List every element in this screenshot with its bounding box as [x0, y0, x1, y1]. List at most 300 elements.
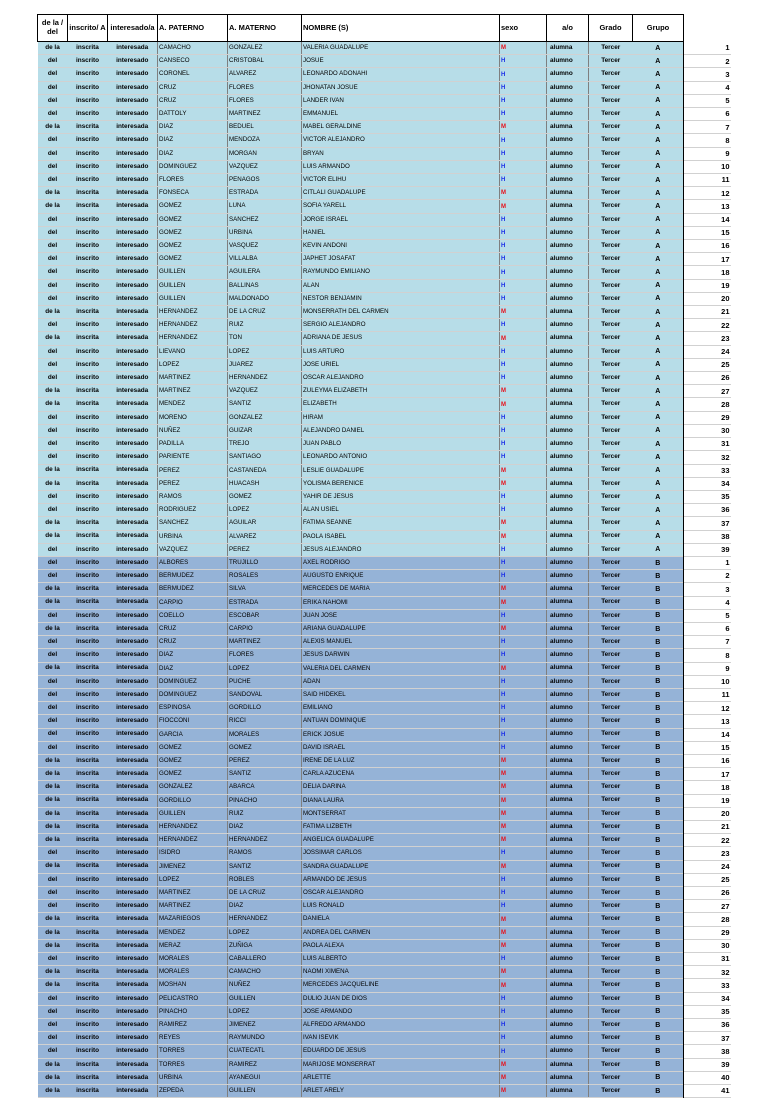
apellido-paterno-cell[interactable]: CRUZ — [158, 81, 228, 94]
row-number-cell[interactable]: 13 — [684, 715, 731, 728]
alumno-cell[interactable]: alumno — [547, 1045, 589, 1058]
interesado-cell[interactable]: interesada — [108, 530, 158, 543]
sexo-cell[interactable]: H — [500, 68, 547, 81]
alumno-cell[interactable]: alumno — [547, 1005, 589, 1018]
apellido-paterno-cell[interactable]: CARPIO — [158, 596, 228, 609]
row-number-cell[interactable]: 28 — [684, 398, 731, 411]
grado-cell[interactable]: Tercer — [589, 596, 633, 609]
alumno-cell[interactable]: alumno — [547, 240, 589, 253]
sexo-cell[interactable]: H — [500, 1005, 547, 1018]
row-number-cell[interactable]: 10 — [684, 675, 731, 688]
nombre-cell[interactable]: ERICK JOSUE — [302, 728, 500, 741]
apellido-paterno-cell[interactable]: SANCHEZ — [158, 517, 228, 530]
grado-cell[interactable]: Tercer — [589, 372, 633, 385]
row-number-cell[interactable]: 12 — [684, 187, 731, 200]
row-number-cell[interactable]: 2 — [684, 55, 731, 68]
interesado-cell[interactable]: interesado — [108, 292, 158, 305]
interesado-cell[interactable]: interesada — [108, 794, 158, 807]
sexo-cell[interactable]: H — [500, 636, 547, 649]
nombre-cell[interactable]: LEONARDO ADONAHI — [302, 68, 500, 81]
apellido-materno-cell[interactable]: LOPEZ — [228, 504, 302, 517]
grupo-cell[interactable]: A — [633, 200, 684, 213]
interesado-cell[interactable]: interesada — [108, 913, 158, 926]
article-cell[interactable]: del — [38, 953, 68, 966]
nombre-cell[interactable]: LUIS ALBERTO — [302, 953, 500, 966]
row-number-cell[interactable]: 29 — [684, 926, 731, 939]
alumno-cell[interactable]: alumna — [547, 583, 589, 596]
inscrito-cell[interactable]: inscrita — [68, 306, 108, 319]
sexo-cell[interactable]: H — [500, 279, 547, 292]
sexo-cell[interactable]: H — [500, 292, 547, 305]
grado-cell[interactable]: Tercer — [589, 926, 633, 939]
interesado-cell[interactable]: interesado — [108, 174, 158, 187]
grupo-cell[interactable]: B — [633, 741, 684, 754]
alumno-cell[interactable]: alumno — [547, 292, 589, 305]
apellido-paterno-cell[interactable]: MARTINEZ — [158, 372, 228, 385]
nombre-cell[interactable]: SAID HIDEKEL — [302, 688, 500, 701]
sexo-cell[interactable]: M — [500, 807, 547, 820]
apellido-materno-cell[interactable]: LOPEZ — [228, 926, 302, 939]
article-cell[interactable]: del — [38, 253, 68, 266]
apellido-paterno-cell[interactable]: CRUZ — [158, 622, 228, 635]
apellido-materno-cell[interactable]: RUIZ — [228, 319, 302, 332]
nombre-cell[interactable]: PAOLA ISABEL — [302, 530, 500, 543]
apellido-materno-cell[interactable]: TREJO — [228, 438, 302, 451]
apellido-paterno-cell[interactable]: HERNANDEZ — [158, 319, 228, 332]
nombre-cell[interactable]: JAPHET JOSAFAT — [302, 253, 500, 266]
article-cell[interactable]: del — [38, 55, 68, 68]
article-cell[interactable]: del — [38, 556, 68, 569]
sexo-cell[interactable]: H — [500, 108, 547, 121]
row-number-cell[interactable]: 17 — [684, 253, 731, 266]
grado-cell[interactable]: Tercer — [589, 583, 633, 596]
grupo-cell[interactable]: A — [633, 438, 684, 451]
apellido-paterno-cell[interactable]: TORRES — [158, 1045, 228, 1058]
sexo-cell[interactable]: H — [500, 1045, 547, 1058]
article-cell[interactable]: de la — [38, 754, 68, 767]
apellido-paterno-cell[interactable]: PADILLA — [158, 438, 228, 451]
grado-cell[interactable]: Tercer — [589, 187, 633, 200]
article-cell[interactable]: de la — [38, 966, 68, 979]
inscrito-cell[interactable]: inscrita — [68, 979, 108, 992]
row-number-cell[interactable]: 6 — [684, 622, 731, 635]
inscrito-cell[interactable]: inscrita — [68, 860, 108, 873]
inscrito-cell[interactable]: inscrito — [68, 688, 108, 701]
interesado-cell[interactable]: interesado — [108, 728, 158, 741]
nombre-cell[interactable]: MARIJOSE MONSERRAT — [302, 1058, 500, 1071]
alumno-cell[interactable]: alumno — [547, 556, 589, 569]
alumno-cell[interactable]: alumno — [547, 147, 589, 160]
grado-cell[interactable]: Tercer — [589, 1032, 633, 1045]
alumno-cell[interactable]: alumno — [547, 702, 589, 715]
inscrito-cell[interactable]: inscrito — [68, 160, 108, 173]
article-cell[interactable]: del — [38, 636, 68, 649]
apellido-materno-cell[interactable]: GONZALEZ — [228, 411, 302, 424]
grado-cell[interactable]: Tercer — [589, 860, 633, 873]
nombre-cell[interactable]: JOSE URIEL — [302, 358, 500, 371]
article-cell[interactable]: del — [38, 887, 68, 900]
grupo-cell[interactable]: B — [633, 1019, 684, 1032]
grado-cell[interactable]: Tercer — [589, 715, 633, 728]
sexo-cell[interactable]: H — [500, 372, 547, 385]
grado-cell[interactable]: Tercer — [589, 939, 633, 952]
apellido-materno-cell[interactable]: CARPIO — [228, 622, 302, 635]
row-number-cell[interactable]: 19 — [684, 279, 731, 292]
sexo-cell[interactable]: M — [500, 913, 547, 926]
grupo-cell[interactable]: B — [633, 570, 684, 583]
sexo-cell[interactable]: H — [500, 81, 547, 94]
row-number-cell[interactable]: 14 — [684, 213, 731, 226]
row-number-cell[interactable]: 3 — [684, 583, 731, 596]
grupo-cell[interactable]: B — [633, 939, 684, 952]
grado-cell[interactable]: Tercer — [589, 807, 633, 820]
interesado-cell[interactable]: interesado — [108, 570, 158, 583]
grupo-cell[interactable]: B — [633, 820, 684, 833]
sexo-cell[interactable]: H — [500, 504, 547, 517]
apellido-paterno-cell[interactable]: MOSHAN — [158, 979, 228, 992]
apellido-paterno-cell[interactable]: DOMINGUEZ — [158, 688, 228, 701]
apellido-paterno-cell[interactable]: CRUZ — [158, 636, 228, 649]
sexo-cell[interactable]: H — [500, 887, 547, 900]
inscrito-cell[interactable]: inscrita — [68, 913, 108, 926]
inscrito-cell[interactable]: inscrito — [68, 81, 108, 94]
grado-cell[interactable]: Tercer — [589, 543, 633, 556]
apellido-paterno-cell[interactable]: GUILLEN — [158, 292, 228, 305]
inscrito-cell[interactable]: inscrita — [68, 1085, 108, 1098]
inscrito-cell[interactable]: inscrita — [68, 187, 108, 200]
nombre-cell[interactable]: ALEJANDRO DANIEL — [302, 424, 500, 437]
sexo-cell[interactable]: M — [500, 385, 547, 398]
article-cell[interactable]: del — [38, 504, 68, 517]
apellido-paterno-cell[interactable]: GOMEZ — [158, 240, 228, 253]
apellido-paterno-cell[interactable]: URBINA — [158, 1071, 228, 1084]
grupo-cell[interactable]: A — [633, 464, 684, 477]
row-number-cell[interactable]: 19 — [684, 794, 731, 807]
article-cell[interactable]: de la — [38, 834, 68, 847]
apellido-materno-cell[interactable]: LOPEZ — [228, 662, 302, 675]
interesado-cell[interactable]: interesado — [108, 411, 158, 424]
apellido-materno-cell[interactable]: AGUILAR — [228, 517, 302, 530]
sexo-cell[interactable]: H — [500, 451, 547, 464]
sexo-cell[interactable]: H — [500, 213, 547, 226]
grupo-cell[interactable]: A — [633, 147, 684, 160]
nombre-cell[interactable]: JORGE ISRAEL — [302, 213, 500, 226]
alumno-cell[interactable]: alumna — [547, 622, 589, 635]
apellido-materno-cell[interactable]: DE LA CRUZ — [228, 887, 302, 900]
row-number-cell[interactable]: 33 — [684, 464, 731, 477]
apellido-paterno-cell[interactable]: HERNANDEZ — [158, 820, 228, 833]
article-cell[interactable]: del — [38, 1032, 68, 1045]
grupo-cell[interactable]: A — [633, 424, 684, 437]
grupo-cell[interactable]: B — [633, 794, 684, 807]
apellido-materno-cell[interactable]: MORGAN — [228, 147, 302, 160]
interesado-cell[interactable]: interesado — [108, 900, 158, 913]
alumno-cell[interactable]: alumna — [547, 530, 589, 543]
alumno-cell[interactable]: alumno — [547, 741, 589, 754]
interesado-cell[interactable]: interesada — [108, 385, 158, 398]
grupo-cell[interactable]: B — [633, 979, 684, 992]
apellido-materno-cell[interactable]: CAMACHO — [228, 966, 302, 979]
nombre-cell[interactable]: DIANA LAURA — [302, 794, 500, 807]
sexo-cell[interactable]: H — [500, 253, 547, 266]
row-number-cell[interactable]: 17 — [684, 768, 731, 781]
apellido-materno-cell[interactable]: GUIZAR — [228, 424, 302, 437]
row-number-cell[interactable]: 11 — [684, 174, 731, 187]
interesado-cell[interactable]: interesado — [108, 688, 158, 701]
apellido-paterno-cell[interactable]: MENDEZ — [158, 398, 228, 411]
grupo-cell[interactable]: A — [633, 226, 684, 239]
apellido-materno-cell[interactable]: VAZQUEZ — [228, 385, 302, 398]
grado-cell[interactable]: Tercer — [589, 451, 633, 464]
grado-cell[interactable]: Tercer — [589, 979, 633, 992]
grupo-cell[interactable]: B — [633, 1005, 684, 1018]
grupo-cell[interactable]: B — [633, 688, 684, 701]
grado-cell[interactable]: Tercer — [589, 887, 633, 900]
row-number-cell[interactable]: 18 — [684, 266, 731, 279]
row-number-cell[interactable]: 37 — [684, 1032, 731, 1045]
interesado-cell[interactable]: interesado — [108, 94, 158, 107]
inscrito-cell[interactable]: inscrito — [68, 728, 108, 741]
interesado-cell[interactable]: interesada — [108, 332, 158, 345]
apellido-paterno-cell[interactable]: DOMINGUEZ — [158, 160, 228, 173]
grado-cell[interactable]: Tercer — [589, 768, 633, 781]
apellido-materno-cell[interactable]: TRUJILLO — [228, 556, 302, 569]
row-number-cell[interactable]: 31 — [684, 438, 731, 451]
alumno-cell[interactable]: alumno — [547, 134, 589, 147]
grado-cell[interactable]: Tercer — [589, 121, 633, 134]
inscrito-cell[interactable]: inscrita — [68, 596, 108, 609]
sexo-cell[interactable]: H — [500, 649, 547, 662]
alumno-cell[interactable]: alumno — [547, 108, 589, 121]
inscrito-cell[interactable]: inscrito — [68, 847, 108, 860]
article-cell[interactable]: del — [38, 81, 68, 94]
nombre-cell[interactable]: LEONARDO ANTONIO — [302, 451, 500, 464]
grupo-cell[interactable]: B — [633, 887, 684, 900]
nombre-cell[interactable]: ALFREDO ARMANDO — [302, 1019, 500, 1032]
apellido-paterno-cell[interactable]: DIAZ — [158, 147, 228, 160]
alumno-cell[interactable]: alumno — [547, 319, 589, 332]
sexo-cell[interactable]: H — [500, 953, 547, 966]
article-cell[interactable]: del — [38, 847, 68, 860]
nombre-cell[interactable]: FATIMA SEANNE — [302, 517, 500, 530]
apellido-paterno-cell[interactable]: LOPEZ — [158, 358, 228, 371]
interesado-cell[interactable]: interesado — [108, 649, 158, 662]
sexo-cell[interactable]: M — [500, 42, 547, 55]
alumno-cell[interactable]: alumna — [547, 754, 589, 767]
grado-cell[interactable]: Tercer — [589, 741, 633, 754]
article-cell[interactable]: del — [38, 728, 68, 741]
nombre-cell[interactable]: DULIO JUAN DE DIOS — [302, 992, 500, 1005]
apellido-materno-cell[interactable]: GONZALEZ — [228, 42, 302, 55]
nombre-cell[interactable]: DELIA DARINA — [302, 781, 500, 794]
interesado-cell[interactable]: interesado — [108, 1045, 158, 1058]
apellido-paterno-cell[interactable]: CANSECO — [158, 55, 228, 68]
apellido-materno-cell[interactable]: PINACHO — [228, 794, 302, 807]
inscrito-cell[interactable]: inscrita — [68, 754, 108, 767]
apellido-paterno-cell[interactable]: GOMEZ — [158, 741, 228, 754]
sexo-cell[interactable]: M — [500, 820, 547, 833]
inscrito-cell[interactable]: inscrita — [68, 820, 108, 833]
nombre-cell[interactable]: ARMANDO DE JESUS — [302, 873, 500, 886]
article-cell[interactable]: de la — [38, 1071, 68, 1084]
article-cell[interactable]: del — [38, 570, 68, 583]
inscrito-cell[interactable]: inscrito — [68, 372, 108, 385]
apellido-materno-cell[interactable]: GOMEZ — [228, 490, 302, 503]
row-number-cell[interactable]: 30 — [684, 939, 731, 952]
apellido-materno-cell[interactable]: HERNANDEZ — [228, 372, 302, 385]
grado-cell[interactable]: Tercer — [589, 68, 633, 81]
article-cell[interactable]: de la — [38, 121, 68, 134]
interesado-cell[interactable]: interesado — [108, 240, 158, 253]
alumno-cell[interactable]: alumna — [547, 913, 589, 926]
alumno-cell[interactable]: alumno — [547, 992, 589, 1005]
grado-cell[interactable]: Tercer — [589, 424, 633, 437]
alumno-cell[interactable]: alumno — [547, 847, 589, 860]
grado-cell[interactable]: Tercer — [589, 385, 633, 398]
sexo-cell[interactable]: M — [500, 860, 547, 873]
sexo-cell[interactable]: H — [500, 1019, 547, 1032]
alumno-cell[interactable]: alumna — [547, 385, 589, 398]
grupo-cell[interactable]: A — [633, 372, 684, 385]
alumno-cell[interactable]: alumna — [547, 121, 589, 134]
interesado-cell[interactable]: interesado — [108, 424, 158, 437]
apellido-materno-cell[interactable]: MORALES — [228, 728, 302, 741]
article-cell[interactable]: de la — [38, 187, 68, 200]
grado-cell[interactable]: Tercer — [589, 504, 633, 517]
apellido-materno-cell[interactable]: JUAREZ — [228, 358, 302, 371]
article-cell[interactable]: del — [38, 213, 68, 226]
inscrito-cell[interactable]: inscrita — [68, 385, 108, 398]
row-number-cell[interactable]: 36 — [684, 504, 731, 517]
grupo-cell[interactable]: B — [633, 583, 684, 596]
grado-cell[interactable]: Tercer — [589, 570, 633, 583]
apellido-materno-cell[interactable]: ESTRADA — [228, 596, 302, 609]
inscrito-cell[interactable]: inscrito — [68, 556, 108, 569]
sexo-cell[interactable]: M — [500, 754, 547, 767]
grupo-cell[interactable]: A — [633, 490, 684, 503]
apellido-materno-cell[interactable]: GOMEZ — [228, 741, 302, 754]
header-grado[interactable]: Grado — [589, 15, 633, 42]
article-cell[interactable]: del — [38, 411, 68, 424]
inscrito-cell[interactable]: inscrita — [68, 781, 108, 794]
apellido-materno-cell[interactable]: AYANEGUI — [228, 1071, 302, 1084]
row-number-cell[interactable]: 22 — [684, 834, 731, 847]
alumno-cell[interactable]: alumna — [547, 662, 589, 675]
sexo-cell[interactable]: H — [500, 345, 547, 358]
nombre-cell[interactable]: HIRAM — [302, 411, 500, 424]
apellido-materno-cell[interactable]: PENAGOS — [228, 174, 302, 187]
grado-cell[interactable]: Tercer — [589, 345, 633, 358]
sexo-cell[interactable]: M — [500, 1085, 547, 1098]
interesado-cell[interactable]: interesada — [108, 939, 158, 952]
apellido-materno-cell[interactable]: ROBLES — [228, 873, 302, 886]
row-number-cell[interactable]: 2 — [684, 570, 731, 583]
nombre-cell[interactable]: ANDREA DEL CARMEN — [302, 926, 500, 939]
apellido-paterno-cell[interactable]: DATTOLY — [158, 108, 228, 121]
nombre-cell[interactable]: NESTOR BENJAMIN — [302, 292, 500, 305]
apellido-materno-cell[interactable]: LOPEZ — [228, 345, 302, 358]
apellido-materno-cell[interactable]: BEDUEL — [228, 121, 302, 134]
grupo-cell[interactable]: B — [633, 622, 684, 635]
sexo-cell[interactable]: H — [500, 490, 547, 503]
interesado-cell[interactable]: interesada — [108, 662, 158, 675]
row-number-cell[interactable]: 26 — [684, 887, 731, 900]
grado-cell[interactable]: Tercer — [589, 794, 633, 807]
grupo-cell[interactable]: B — [633, 926, 684, 939]
interesado-cell[interactable]: interesado — [108, 345, 158, 358]
row-number-cell[interactable]: 35 — [684, 490, 731, 503]
apellido-paterno-cell[interactable]: REYES — [158, 1032, 228, 1045]
apellido-materno-cell[interactable]: MALDONADO — [228, 292, 302, 305]
sexo-cell[interactable]: M — [500, 794, 547, 807]
nombre-cell[interactable]: MONSERRATH DEL CARMEN — [302, 306, 500, 319]
row-number-cell[interactable]: 21 — [684, 306, 731, 319]
sexo-cell[interactable]: M — [500, 926, 547, 939]
interesado-cell[interactable]: interesada — [108, 834, 158, 847]
header-inscrito[interactable]: inscrito/ A — [68, 15, 108, 42]
nombre-cell[interactable]: VALERIA GUADALUPE — [302, 42, 500, 55]
alumno-cell[interactable]: alumna — [547, 332, 589, 345]
alumno-cell[interactable]: alumno — [547, 160, 589, 173]
grado-cell[interactable]: Tercer — [589, 1058, 633, 1071]
row-number-cell[interactable]: 12 — [684, 702, 731, 715]
inscrito-cell[interactable]: inscrito — [68, 438, 108, 451]
inscrito-cell[interactable]: inscrito — [68, 279, 108, 292]
nombre-cell[interactable]: ANTUAN DOMINIQUE — [302, 715, 500, 728]
apellido-paterno-cell[interactable]: RAMOS — [158, 490, 228, 503]
grado-cell[interactable]: Tercer — [589, 226, 633, 239]
sexo-cell[interactable]: M — [500, 596, 547, 609]
grado-cell[interactable]: Tercer — [589, 306, 633, 319]
grado-cell[interactable]: Tercer — [589, 174, 633, 187]
alumno-cell[interactable]: alumno — [547, 94, 589, 107]
apellido-paterno-cell[interactable]: MORALES — [158, 953, 228, 966]
grupo-cell[interactable]: A — [633, 174, 684, 187]
interesado-cell[interactable]: interesada — [108, 1085, 158, 1098]
row-number-cell[interactable]: 38 — [684, 1045, 731, 1058]
apellido-paterno-cell[interactable]: CRUZ — [158, 94, 228, 107]
inscrito-cell[interactable]: inscrito — [68, 134, 108, 147]
sexo-cell[interactable]: M — [500, 768, 547, 781]
grado-cell[interactable]: Tercer — [589, 992, 633, 1005]
inscrito-cell[interactable]: inscrito — [68, 1045, 108, 1058]
alumno-cell[interactable]: alumno — [547, 68, 589, 81]
inscrito-cell[interactable]: inscrita — [68, 398, 108, 411]
nombre-cell[interactable]: SOFIA YARELL — [302, 200, 500, 213]
alumno-cell[interactable]: alumno — [547, 887, 589, 900]
row-number-cell[interactable]: 23 — [684, 847, 731, 860]
nombre-cell[interactable]: EDUARDO DE JESUS — [302, 1045, 500, 1058]
apellido-materno-cell[interactable]: BALLINAS — [228, 279, 302, 292]
alumno-cell[interactable]: alumna — [547, 768, 589, 781]
sexo-cell[interactable]: M — [500, 583, 547, 596]
inscrito-cell[interactable]: inscrito — [68, 953, 108, 966]
nombre-cell[interactable]: ERIKA NAHOMI — [302, 596, 500, 609]
article-cell[interactable]: del — [38, 94, 68, 107]
alumno-cell[interactable]: alumno — [547, 424, 589, 437]
apellido-paterno-cell[interactable]: ZEPEDA — [158, 1085, 228, 1098]
inscrito-cell[interactable]: inscrita — [68, 121, 108, 134]
nombre-cell[interactable]: VALERIA DEL CARMEN — [302, 662, 500, 675]
sexo-cell[interactable]: H — [500, 147, 547, 160]
article-cell[interactable]: de la — [38, 583, 68, 596]
sexo-cell[interactable]: H — [500, 609, 547, 622]
sexo-cell[interactable]: M — [500, 966, 547, 979]
nombre-cell[interactable]: VICTOR ALEJANDRO — [302, 134, 500, 147]
alumno-cell[interactable]: alumno — [547, 649, 589, 662]
row-number-cell[interactable]: 15 — [684, 226, 731, 239]
alumno-cell[interactable]: alumna — [547, 834, 589, 847]
